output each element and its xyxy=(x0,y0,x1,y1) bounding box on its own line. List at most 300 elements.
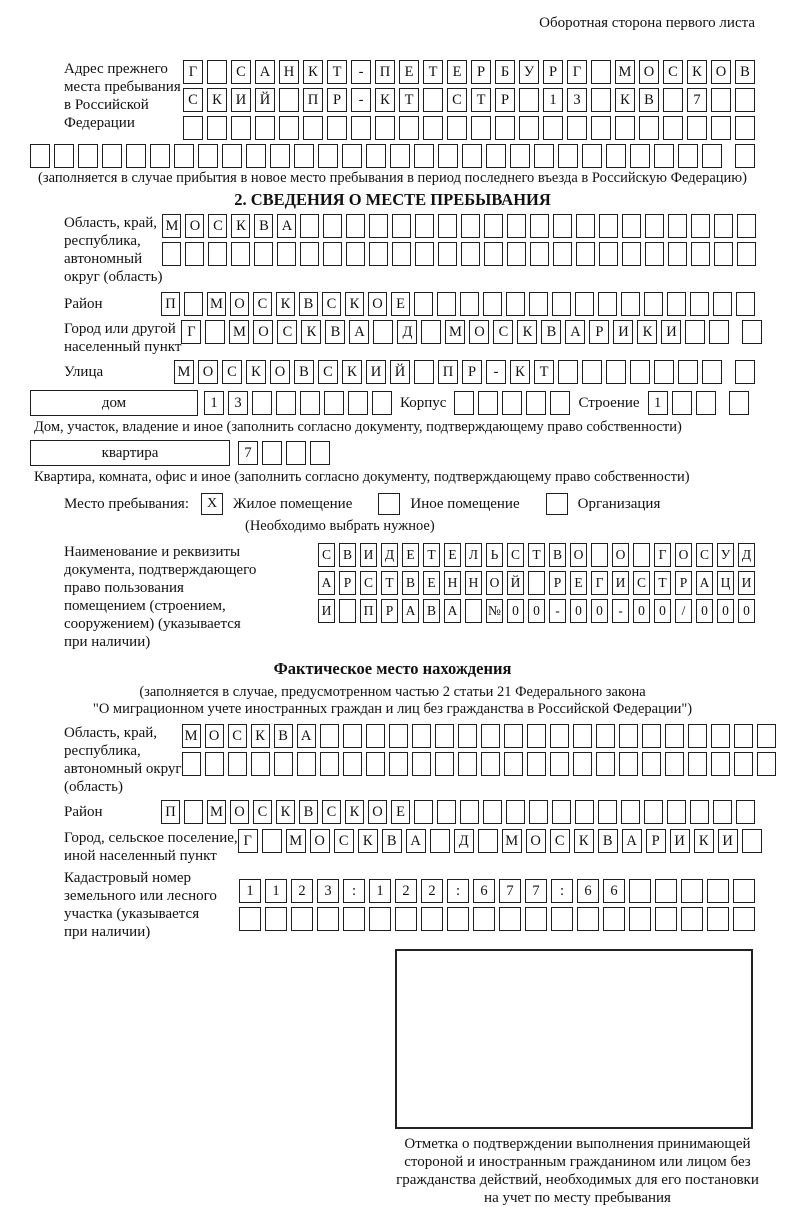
char-box[interactable]: С xyxy=(322,292,341,316)
char-box[interactable] xyxy=(622,214,641,238)
char-box[interactable]: С xyxy=(208,214,227,238)
char-box[interactable]: В xyxy=(254,214,273,238)
char-box[interactable] xyxy=(619,752,638,776)
char-box[interactable] xyxy=(691,242,710,266)
char-box[interactable]: 1 xyxy=(265,879,287,903)
char-box[interactable] xyxy=(277,242,296,266)
char-box[interactable]: П xyxy=(360,599,377,623)
char-box[interactable] xyxy=(205,752,224,776)
char-box[interactable] xyxy=(510,144,530,168)
char-box[interactable] xyxy=(150,144,170,168)
char-box[interactable]: : xyxy=(447,879,469,903)
char-box[interactable] xyxy=(174,144,194,168)
char-box[interactable] xyxy=(279,116,299,140)
char-box[interactable]: М xyxy=(502,829,522,853)
char-box[interactable] xyxy=(460,292,479,316)
char-box[interactable]: М xyxy=(207,800,226,824)
char-box[interactable] xyxy=(372,391,392,415)
char-box[interactable]: К xyxy=(375,88,395,112)
char-box[interactable]: : xyxy=(551,879,573,903)
char-box[interactable]: А xyxy=(406,829,426,853)
char-box[interactable] xyxy=(435,752,454,776)
char-box[interactable] xyxy=(481,724,500,748)
char-box[interactable] xyxy=(702,144,722,168)
char-box[interactable] xyxy=(324,391,344,415)
char-box[interactable] xyxy=(534,144,554,168)
char-box[interactable]: Л xyxy=(465,543,482,567)
char-box[interactable] xyxy=(665,752,684,776)
char-box[interactable] xyxy=(310,441,330,465)
char-box[interactable]: Г xyxy=(591,571,608,595)
char-box[interactable]: К xyxy=(276,292,295,316)
char-box[interactable]: К xyxy=(615,88,635,112)
char-box[interactable] xyxy=(346,214,365,238)
char-box[interactable]: 2 xyxy=(421,879,443,903)
char-box[interactable]: 0 xyxy=(738,599,755,623)
char-box[interactable] xyxy=(300,214,319,238)
char-box[interactable]: И xyxy=(613,320,633,344)
char-box[interactable]: К xyxy=(342,360,362,384)
char-box[interactable] xyxy=(678,144,698,168)
char-box[interactable]: И xyxy=(318,599,335,623)
char-box[interactable]: Р xyxy=(462,360,482,384)
char-box[interactable]: Т xyxy=(471,88,491,112)
char-box[interactable] xyxy=(323,242,342,266)
char-box[interactable]: Г xyxy=(567,60,587,84)
char-box[interactable]: К xyxy=(246,360,266,384)
char-box[interactable]: Й xyxy=(390,360,410,384)
char-box[interactable] xyxy=(317,907,339,931)
char-box[interactable]: О xyxy=(185,214,204,238)
char-box[interactable] xyxy=(527,752,546,776)
char-box[interactable] xyxy=(575,292,594,316)
char-box[interactable]: С xyxy=(222,360,242,384)
char-box[interactable] xyxy=(461,242,480,266)
char-box[interactable] xyxy=(734,724,753,748)
char-box[interactable] xyxy=(621,292,640,316)
char-box[interactable]: Б xyxy=(495,60,515,84)
char-box[interactable] xyxy=(458,724,477,748)
char-box[interactable] xyxy=(348,391,368,415)
char-box[interactable] xyxy=(252,391,272,415)
char-box[interactable]: Д xyxy=(397,320,417,344)
checkbox-organization[interactable] xyxy=(546,493,568,515)
char-box[interactable] xyxy=(369,242,388,266)
char-box[interactable] xyxy=(421,907,443,931)
char-box[interactable] xyxy=(369,214,388,238)
char-box[interactable] xyxy=(733,879,755,903)
char-box[interactable] xyxy=(343,907,365,931)
char-box[interactable]: К xyxy=(251,724,270,748)
char-box[interactable] xyxy=(525,907,547,931)
char-box[interactable] xyxy=(553,242,572,266)
char-box[interactable] xyxy=(622,242,641,266)
char-box[interactable] xyxy=(343,724,362,748)
char-box[interactable] xyxy=(757,724,776,748)
char-box[interactable] xyxy=(606,144,626,168)
char-box[interactable]: 0 xyxy=(528,599,545,623)
char-box[interactable]: Д xyxy=(381,543,398,567)
char-box[interactable] xyxy=(654,144,674,168)
char-box[interactable]: 1 xyxy=(239,879,261,903)
char-box[interactable]: П xyxy=(161,800,180,824)
char-box[interactable]: О xyxy=(526,829,546,853)
char-box[interactable]: 7 xyxy=(499,879,521,903)
char-box[interactable]: - xyxy=(486,360,506,384)
char-box[interactable] xyxy=(707,907,729,931)
char-box[interactable]: В xyxy=(299,292,318,316)
char-box[interactable]: 3 xyxy=(228,391,248,415)
char-box[interactable] xyxy=(484,214,503,238)
char-box[interactable] xyxy=(504,752,523,776)
char-box[interactable]: М xyxy=(174,360,194,384)
char-box[interactable] xyxy=(300,391,320,415)
char-box[interactable]: : xyxy=(343,879,365,903)
char-box[interactable]: Ц xyxy=(717,571,734,595)
char-box[interactable]: 0 xyxy=(507,599,524,623)
char-box[interactable] xyxy=(667,800,686,824)
char-box[interactable] xyxy=(465,599,482,623)
char-box[interactable] xyxy=(184,292,203,316)
char-box[interactable] xyxy=(629,879,651,903)
char-box[interactable] xyxy=(644,292,663,316)
char-box[interactable] xyxy=(642,752,661,776)
char-box[interactable]: О xyxy=(711,60,731,84)
char-box[interactable]: В xyxy=(549,543,566,567)
char-box[interactable]: В xyxy=(294,360,314,384)
char-box[interactable]: Т xyxy=(654,571,671,595)
char-box[interactable] xyxy=(437,292,456,316)
char-box[interactable] xyxy=(478,391,498,415)
char-box[interactable] xyxy=(183,116,203,140)
char-box[interactable]: 6 xyxy=(603,879,625,903)
char-box[interactable] xyxy=(742,829,762,853)
char-box[interactable] xyxy=(366,724,385,748)
char-box[interactable] xyxy=(567,116,587,140)
char-box[interactable]: С xyxy=(277,320,297,344)
char-box[interactable]: / xyxy=(675,599,692,623)
char-box[interactable]: 2 xyxy=(291,879,313,903)
char-box[interactable]: А xyxy=(277,214,296,238)
char-box[interactable]: С xyxy=(633,571,650,595)
char-box[interactable] xyxy=(543,116,563,140)
char-box[interactable] xyxy=(711,752,730,776)
char-box[interactable] xyxy=(685,320,705,344)
char-box[interactable]: - xyxy=(612,599,629,623)
char-box[interactable]: В xyxy=(299,800,318,824)
char-box[interactable]: 0 xyxy=(633,599,650,623)
char-box[interactable] xyxy=(621,800,640,824)
char-box[interactable] xyxy=(262,829,282,853)
char-box[interactable] xyxy=(688,724,707,748)
char-box[interactable]: 3 xyxy=(567,88,587,112)
char-box[interactable]: О xyxy=(253,320,273,344)
char-box[interactable]: Т xyxy=(381,571,398,595)
char-box[interactable]: Р xyxy=(675,571,692,595)
char-box[interactable]: П xyxy=(375,60,395,84)
char-box[interactable] xyxy=(702,360,722,384)
char-box[interactable]: У xyxy=(519,60,539,84)
char-box[interactable] xyxy=(126,144,146,168)
char-box[interactable] xyxy=(714,242,733,266)
char-box[interactable] xyxy=(529,800,548,824)
checkbox-residential[interactable]: X xyxy=(201,493,223,515)
char-box[interactable]: С xyxy=(228,724,247,748)
char-box[interactable] xyxy=(630,360,650,384)
char-box[interactable] xyxy=(645,242,664,266)
char-box[interactable] xyxy=(291,907,313,931)
char-box[interactable] xyxy=(599,214,618,238)
char-box[interactable]: С xyxy=(318,360,338,384)
char-box[interactable] xyxy=(550,391,570,415)
char-box[interactable] xyxy=(619,724,638,748)
char-box[interactable] xyxy=(735,116,755,140)
char-box[interactable] xyxy=(757,752,776,776)
char-box[interactable]: Н xyxy=(279,60,299,84)
char-box[interactable]: 7 xyxy=(525,879,547,903)
char-box[interactable]: Й xyxy=(507,571,524,595)
char-box[interactable]: О xyxy=(612,543,629,567)
char-box[interactable]: О xyxy=(368,292,387,316)
char-box[interactable] xyxy=(506,292,525,316)
char-box[interactable] xyxy=(412,724,431,748)
char-box[interactable] xyxy=(300,242,319,266)
char-box[interactable]: С xyxy=(360,571,377,595)
char-box[interactable] xyxy=(737,242,756,266)
char-box[interactable]: Р xyxy=(549,571,566,595)
char-box[interactable]: А xyxy=(696,571,713,595)
char-box[interactable] xyxy=(228,752,247,776)
char-box[interactable] xyxy=(462,144,482,168)
char-box[interactable] xyxy=(552,292,571,316)
char-box[interactable]: О xyxy=(198,360,218,384)
char-box[interactable]: П xyxy=(303,88,323,112)
char-box[interactable]: М xyxy=(162,214,181,238)
char-box[interactable]: К xyxy=(637,320,657,344)
char-box[interactable]: К xyxy=(303,60,323,84)
char-box[interactable]: К xyxy=(207,88,227,112)
char-box[interactable] xyxy=(645,214,664,238)
char-box[interactable]: Г xyxy=(181,320,201,344)
char-box[interactable] xyxy=(577,907,599,931)
char-box[interactable]: В xyxy=(735,60,755,84)
char-box[interactable]: О xyxy=(469,320,489,344)
char-box[interactable] xyxy=(351,116,371,140)
char-box[interactable]: И xyxy=(661,320,681,344)
char-box[interactable] xyxy=(681,879,703,903)
char-box[interactable]: О xyxy=(639,60,659,84)
char-box[interactable] xyxy=(423,116,443,140)
char-box[interactable] xyxy=(596,724,615,748)
char-box[interactable]: Р xyxy=(471,60,491,84)
char-box[interactable]: Е xyxy=(402,543,419,567)
char-box[interactable]: Г xyxy=(183,60,203,84)
char-box[interactable]: Т xyxy=(534,360,554,384)
char-box[interactable] xyxy=(526,391,546,415)
char-box[interactable]: В xyxy=(423,599,440,623)
char-box[interactable]: С xyxy=(447,88,467,112)
char-box[interactable] xyxy=(550,752,569,776)
char-box[interactable]: 7 xyxy=(687,88,707,112)
char-box[interactable] xyxy=(276,391,296,415)
char-box[interactable] xyxy=(392,214,411,238)
char-box[interactable]: 0 xyxy=(591,599,608,623)
char-box[interactable] xyxy=(644,800,663,824)
char-box[interactable]: 6 xyxy=(577,879,599,903)
char-box[interactable]: М xyxy=(229,320,249,344)
char-box[interactable] xyxy=(461,214,480,238)
char-box[interactable] xyxy=(255,116,275,140)
char-box[interactable]: С xyxy=(334,829,354,853)
char-box[interactable] xyxy=(471,116,491,140)
char-box[interactable] xyxy=(339,599,356,623)
char-box[interactable] xyxy=(506,800,525,824)
char-box[interactable]: Т xyxy=(327,60,347,84)
char-box[interactable] xyxy=(366,144,386,168)
char-box[interactable]: В xyxy=(541,320,561,344)
char-box[interactable]: 7 xyxy=(238,441,258,465)
char-box[interactable]: М xyxy=(286,829,306,853)
char-box[interactable]: И xyxy=(738,571,755,595)
char-box[interactable] xyxy=(231,116,251,140)
char-box[interactable]: 1 xyxy=(204,391,224,415)
char-box[interactable] xyxy=(606,360,626,384)
char-box[interactable] xyxy=(690,292,709,316)
char-box[interactable]: 0 xyxy=(570,599,587,623)
char-box[interactable] xyxy=(270,144,290,168)
char-box[interactable] xyxy=(239,907,261,931)
char-box[interactable] xyxy=(504,724,523,748)
char-box[interactable] xyxy=(596,752,615,776)
char-box[interactable] xyxy=(711,724,730,748)
char-box[interactable]: Н xyxy=(465,571,482,595)
char-box[interactable]: С xyxy=(253,292,272,316)
char-box[interactable] xyxy=(483,292,502,316)
char-box[interactable]: В xyxy=(339,543,356,567)
char-box[interactable] xyxy=(681,907,703,931)
char-box[interactable] xyxy=(473,907,495,931)
char-box[interactable]: И xyxy=(718,829,738,853)
char-box[interactable] xyxy=(184,800,203,824)
char-box[interactable] xyxy=(711,88,731,112)
char-box[interactable] xyxy=(162,242,181,266)
char-box[interactable] xyxy=(438,144,458,168)
char-box[interactable]: А xyxy=(565,320,585,344)
checkbox-other-premises[interactable] xyxy=(378,493,400,515)
char-box[interactable] xyxy=(615,116,635,140)
char-box[interactable] xyxy=(399,116,419,140)
char-box[interactable]: Т xyxy=(423,60,443,84)
char-box[interactable] xyxy=(527,724,546,748)
char-box[interactable]: К xyxy=(517,320,537,344)
char-box[interactable] xyxy=(573,724,592,748)
char-box[interactable]: К xyxy=(231,214,250,238)
char-box[interactable]: Е xyxy=(423,571,440,595)
char-box[interactable] xyxy=(262,441,282,465)
char-box[interactable] xyxy=(392,242,411,266)
char-box[interactable] xyxy=(742,320,762,344)
char-box[interactable] xyxy=(528,571,545,595)
char-box[interactable] xyxy=(435,724,454,748)
char-box[interactable]: О xyxy=(230,292,249,316)
char-box[interactable]: О xyxy=(486,571,503,595)
char-box[interactable] xyxy=(642,724,661,748)
char-box[interactable]: К xyxy=(574,829,594,853)
char-box[interactable] xyxy=(665,724,684,748)
char-box[interactable] xyxy=(294,144,314,168)
char-box[interactable] xyxy=(318,144,338,168)
char-box[interactable]: Р xyxy=(646,829,666,853)
char-box[interactable]: О xyxy=(310,829,330,853)
char-box[interactable] xyxy=(415,214,434,238)
char-box[interactable] xyxy=(460,800,479,824)
char-box[interactable]: С xyxy=(231,60,251,84)
char-box[interactable]: В xyxy=(274,724,293,748)
char-box[interactable]: С xyxy=(183,88,203,112)
char-box[interactable]: П xyxy=(161,292,180,316)
char-box[interactable] xyxy=(733,907,755,931)
char-box[interactable] xyxy=(54,144,74,168)
char-box[interactable] xyxy=(709,320,729,344)
char-box[interactable]: С xyxy=(318,543,335,567)
char-box[interactable]: У xyxy=(717,543,734,567)
char-box[interactable] xyxy=(231,242,250,266)
char-box[interactable]: Н xyxy=(444,571,461,595)
char-box[interactable] xyxy=(576,214,595,238)
char-box[interactable] xyxy=(630,144,650,168)
char-box[interactable] xyxy=(603,907,625,931)
char-box[interactable] xyxy=(182,752,201,776)
char-box[interactable] xyxy=(327,116,347,140)
char-box[interactable] xyxy=(591,88,611,112)
char-box[interactable]: К xyxy=(345,292,364,316)
char-box[interactable] xyxy=(687,116,707,140)
char-box[interactable] xyxy=(553,214,572,238)
char-box[interactable] xyxy=(690,800,709,824)
char-box[interactable]: С xyxy=(493,320,513,344)
char-box[interactable] xyxy=(421,320,441,344)
char-box[interactable]: Д xyxy=(738,543,755,567)
char-box[interactable] xyxy=(735,360,755,384)
char-box[interactable]: В xyxy=(598,829,618,853)
char-box[interactable] xyxy=(414,144,434,168)
char-box[interactable] xyxy=(373,320,393,344)
char-box[interactable] xyxy=(655,879,677,903)
char-box[interactable] xyxy=(389,752,408,776)
char-box[interactable]: Т xyxy=(423,543,440,567)
char-box[interactable]: О xyxy=(368,800,387,824)
char-box[interactable] xyxy=(251,752,270,776)
char-box[interactable]: А xyxy=(402,599,419,623)
char-box[interactable] xyxy=(495,116,515,140)
char-box[interactable] xyxy=(736,800,755,824)
char-box[interactable] xyxy=(654,360,674,384)
char-box[interactable] xyxy=(414,360,434,384)
char-box[interactable]: В xyxy=(639,88,659,112)
char-box[interactable]: - xyxy=(351,60,371,84)
char-box[interactable]: Р xyxy=(339,571,356,595)
char-box[interactable] xyxy=(591,543,608,567)
char-box[interactable]: А xyxy=(297,724,316,748)
char-box[interactable] xyxy=(102,144,122,168)
char-box[interactable] xyxy=(375,116,395,140)
char-box[interactable] xyxy=(713,800,732,824)
char-box[interactable]: 6 xyxy=(473,879,495,903)
char-box[interactable] xyxy=(591,60,611,84)
char-box[interactable] xyxy=(208,242,227,266)
char-box[interactable] xyxy=(286,441,306,465)
char-box[interactable] xyxy=(734,752,753,776)
